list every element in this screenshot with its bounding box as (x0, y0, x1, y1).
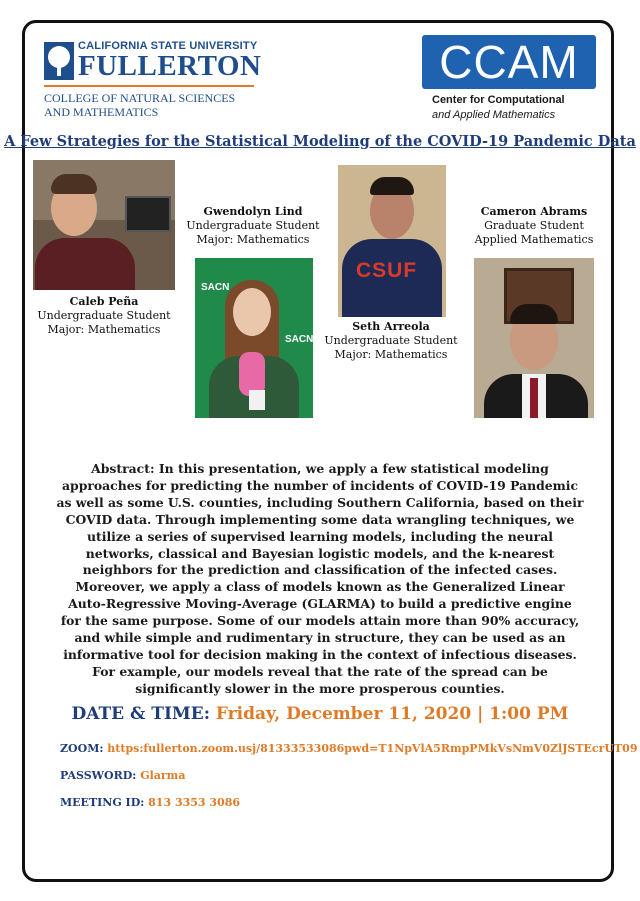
presenter-name: Cameron Abrams (480, 205, 588, 218)
presenter-caption-seth (318, 320, 464, 362)
date-label: DATE & TIME: (71, 704, 210, 724)
presenter-major: Applied Mathematics (474, 233, 594, 246)
csuf-logo (44, 40, 262, 125)
shirt-text: CSUF (356, 259, 418, 282)
zoom-label: ZOOM: (60, 742, 104, 755)
presenter-photo-seth (338, 165, 446, 317)
banner-text-right: SACN (285, 334, 313, 345)
csuf-divider (44, 85, 254, 87)
csuf-name: FULLERTON (78, 50, 262, 82)
presenter-photo-caleb (33, 160, 175, 290)
password-value: Glarma (140, 769, 186, 782)
ccam-subtitle-line1: Center for Computational (432, 94, 565, 106)
csuf-college-line2: AND MATHEMATICS (44, 105, 159, 119)
presenter-caption-gwendolyn (180, 205, 326, 247)
presenter-name: Seth Arreola (352, 320, 430, 333)
event-date-time (0, 704, 640, 724)
presenter-role: Undergraduate Student (37, 309, 171, 322)
presenter-caption-caleb (26, 295, 182, 337)
presenter-major: Major: Mathematics (47, 323, 161, 336)
csuf-college (44, 91, 235, 119)
meeting-id-value: 813 3353 3086 (148, 796, 241, 809)
banner-text: SACN (201, 282, 230, 293)
password-info (60, 769, 185, 782)
ccam-subtitle-line2: and Applied Mathematics (432, 109, 556, 121)
meeting-id-label: MEETING ID: (60, 796, 145, 809)
presenter-role: Undergraduate Student (324, 334, 458, 347)
meeting-id-info (60, 796, 240, 809)
abstract-text: Abstract: In this presentation, we apply a few statistical modeling approaches for predicting the number of incidents of COVID-19 Pandemic as well as some U.S. counties, including Southern California, based on their COVID data. Through implementing some data wrangling techniques, we utilize a series of supervised learning models, including the neural networks, classical and Bayesian logistic models, and the k-nearest neighbors for the prediction and classification of the infected cases. Moreover, we apply a class of models known as the Generalized Linear Auto-Regressive Moving-Average (GLARMA) to build a predictive engine for the same purpose. Some of our models attain more than 90% accuracy, and while simple and rudimentary in structure, they can be used as an informative tool for decision making in the context of infectious diseases. For example, our models reveal that the rate of the spread can be significantly slower in the more prosperous counties. (56, 461, 584, 696)
presenter-caption-cameron (462, 205, 606, 247)
presenter-major: Major: Mathematics (196, 233, 310, 246)
zoom-info (60, 742, 638, 755)
csuf-university-label: CALIFORNIA STATE UNIVERSITY (78, 40, 258, 52)
presenter-name: Gwendolyn Lind (203, 205, 303, 218)
date-value: Friday, December 11, 2020 | 1:00 PM (215, 704, 569, 724)
presenter-photo-cameron (474, 258, 594, 418)
presenter-role: Undergraduate Student (186, 219, 320, 232)
presenter-name: Caleb Peña (69, 295, 139, 308)
csuf-college-line1: COLLEGE OF NATURAL SCIENCES (44, 91, 236, 105)
csuf-seal-icon (44, 42, 74, 80)
presenter-role: Graduate Student (484, 219, 584, 232)
presenter-photo-gwendolyn (195, 258, 313, 418)
password-label: PASSWORD: (60, 769, 137, 782)
zoom-link[interactable]: https:fullerton.zoom.usj/81333533086pwd=T1NpVlA5RmpPMkVsNmV0ZlJSTEcrUT09 (107, 742, 638, 755)
talk-title: A Few Strategies for the Statistical Modeling of the COVID-19 Pandemic Data (4, 133, 636, 150)
ccam-logo: CCAM (422, 35, 596, 89)
presenter-major: Major: Mathematics (334, 348, 448, 361)
